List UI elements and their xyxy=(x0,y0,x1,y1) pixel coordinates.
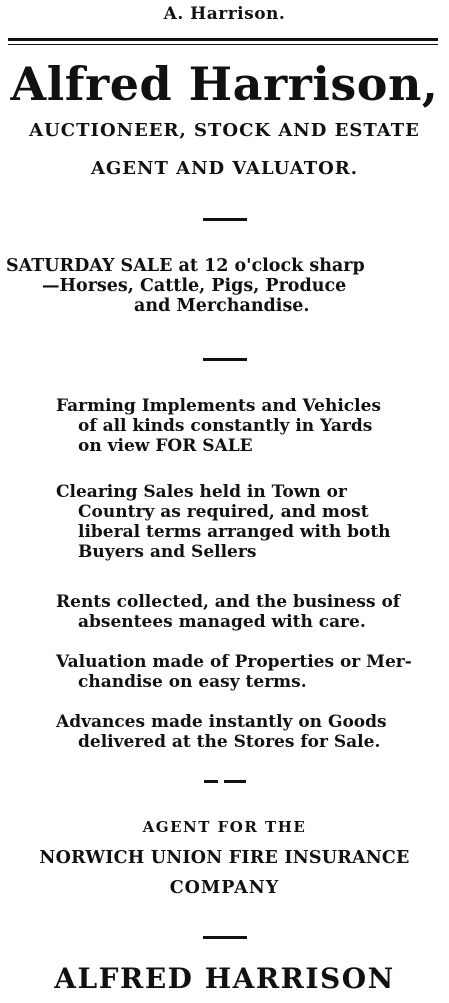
agency-company: COMPANY xyxy=(169,878,280,898)
sale-line2: —Horses, Cattle, Pigs, Produce xyxy=(42,276,347,296)
subtitle-line1: AUCTIONEER, STOCK AND ESTATE xyxy=(29,120,420,141)
section-divider xyxy=(203,358,247,361)
list-item xyxy=(56,652,444,692)
item-continuation: delivered at the Stores for Sale. xyxy=(78,732,381,752)
section-divider xyxy=(203,936,247,939)
list-item xyxy=(56,482,444,562)
sale-line1: SATURDAY SALE at 12 o'clock sharp xyxy=(6,256,365,276)
item-first-line: Advances made instantly on Goods xyxy=(56,712,387,732)
subtitle-line2: AGENT AND VALUATOR. xyxy=(90,158,359,179)
sale-line3: and Merchandise. xyxy=(134,296,310,316)
item-continuation: absentees managed with care. xyxy=(78,612,366,632)
item-first-line: Valuation made of Properties or Mer- xyxy=(56,652,412,672)
saturday-sale-notice xyxy=(6,256,446,316)
item-first-line: Rents collected, and the business of xyxy=(56,592,401,612)
short-divider xyxy=(204,780,218,783)
agency-name: NORWICH UNION FIRE INSURANCE xyxy=(39,848,410,868)
item-continuation: of all kinds constantly in Yards on view FOR SALE xyxy=(78,416,373,456)
short-divider xyxy=(224,780,246,783)
list-item xyxy=(56,712,444,752)
list-item xyxy=(56,396,444,456)
item-first-line: Farming Implements and Vehicles xyxy=(56,396,381,416)
item-first-line: Clearing Sales held in Town or xyxy=(56,482,347,502)
page-title: Alfred Harrison, xyxy=(10,57,439,111)
list-item xyxy=(56,592,444,632)
item-continuation: Country as required, and most liberal terms arranged with both Buyers and Sellers xyxy=(78,502,391,562)
running-head: A. Harrison. xyxy=(163,4,286,24)
agent-label: AGENT FOR THE xyxy=(142,818,307,836)
top-rule-thin xyxy=(8,44,438,45)
top-rule xyxy=(8,38,438,41)
footer-name: ALFRED HARRISON xyxy=(54,962,395,995)
section-divider xyxy=(203,218,247,221)
item-continuation: chandise on easy terms. xyxy=(78,672,307,692)
